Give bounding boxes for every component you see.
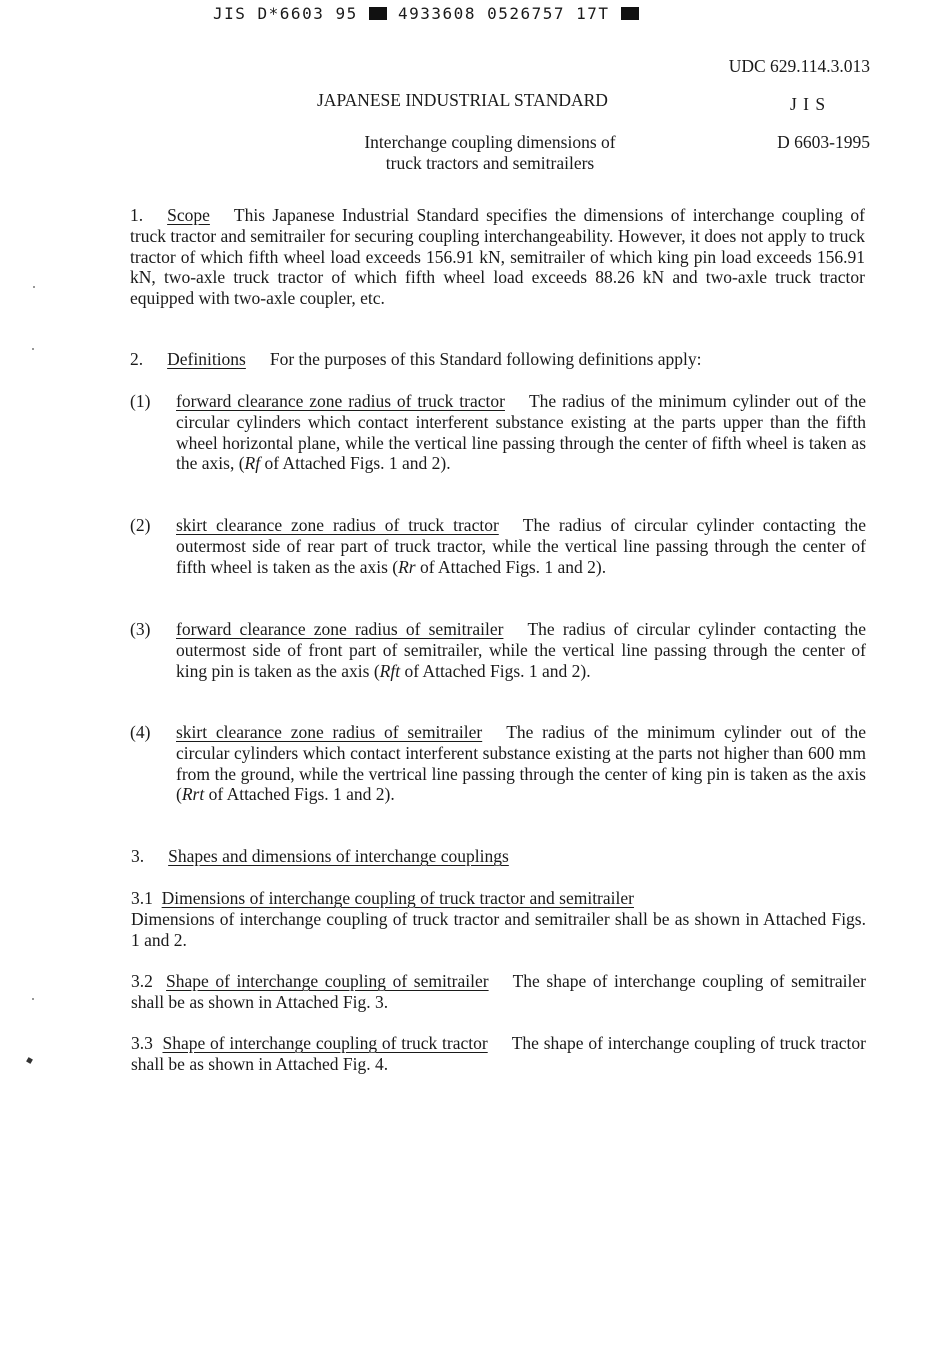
scan-speck <box>32 998 34 1000</box>
definition-item <box>130 619 866 681</box>
s31-heading: Dimensions of interchange coupling of truck tractor and semitrailer <box>161 888 634 908</box>
jis-mark: J I S <box>790 94 827 114</box>
title-line-1: Interchange coupling dimensions of <box>364 132 616 152</box>
scope-text: This Japanese Industrial Standard specifies the dimensions of interchange coupling of truck tractor and semitrailer for securing coupling interchangeability. However, it does not apply to truck tractor of which fifth wheel load exceeds 156.91 kN, semitrailer of which king pin load exceeds 156.91 kN, two-axle truck tractor of which fifth wheel load exceeds 88.26 kN and two-axle truck tractor equipped with two-axle coupler, etc. <box>130 205 865 309</box>
definition-symbol: Rft <box>379 660 401 681</box>
scan-speck <box>33 286 35 288</box>
section-3-1 <box>131 888 866 950</box>
document-title <box>290 132 690 174</box>
definition-number: (2) <box>130 515 151 535</box>
definition-text: The radius of circular cylinder contacting the outermost side of front part of semitrailer, while the vertical line passing through the center of king pin is taken as the axis ( <box>176 619 867 681</box>
definitions-heading: Definitions <box>167 349 246 369</box>
definition-text-end: of Attached Figs. 1 and 2). <box>204 784 395 805</box>
definition-term: skirt clearance zone radius of truck tractor <box>176 515 499 535</box>
definition-number: (4) <box>130 722 151 742</box>
definition-item <box>130 722 866 805</box>
definition-item <box>130 515 866 577</box>
definition-number: (3) <box>130 619 151 639</box>
redaction-block <box>369 7 387 20</box>
definition-text-end: of Attached Figs. 1 and 2). <box>400 660 591 681</box>
definition-symbol: Rrt <box>181 784 205 805</box>
definition-term: forward clearance zone radius of semitrailer <box>176 619 504 639</box>
s33-text: The shape of interchange coupling of truck tractor shall be as shown in Attached Fig. 4. <box>131 1033 867 1074</box>
definition-symbol: Rr <box>398 556 416 577</box>
s31-number: 3.1 <box>131 888 153 908</box>
standard-number: D 6603-1995 <box>777 132 870 152</box>
definition-text-end: of Attached Figs. 1 and 2). <box>415 556 607 577</box>
s32-number: 3.2 <box>131 971 153 991</box>
s31-text: Dimensions of interchange coupling of truck tractor and semitrailer shall be as shown in Attached Figs. 1 and 2. <box>131 908 866 950</box>
definition-term: forward clearance zone radius of truck tractor <box>176 391 505 411</box>
title-line-2: truck tractors and semitrailers <box>385 152 595 173</box>
definition-text-end: of Attached Figs. 1 and 2). <box>260 453 451 474</box>
s33-number: 3.3 <box>131 1033 153 1053</box>
header-code-part1: JIS D*6603 95 <box>213 4 358 23</box>
scan-speck <box>32 348 34 350</box>
header-code-part2: 4933608 0526757 17T <box>398 4 610 23</box>
definition-symbol: Rf <box>244 453 261 474</box>
definition-text: The radius of the minimum cylinder out of the circular cylinders which contact interferent substance existing at the parts upper than the fifth wheel horizontal plane, while the vertical line passing through the center of fifth wheel is taken as the axis, ( <box>176 391 866 474</box>
scope-heading: Scope <box>167 205 210 225</box>
s33-heading: Shape of interchange coupling of truck tractor <box>162 1033 488 1053</box>
shapes-number: 3. <box>131 846 145 866</box>
s32-text: The shape of interchange coupling of semitrailer shall be as shown in Attached Fig. 3. <box>131 971 866 1012</box>
definition-text: The radius of circular cylinder contacting the outermost side of rear part of truck tractor, while the vertical line passing through the center of fifth wheel is taken as the axis ( <box>176 515 866 577</box>
definition-number: (1) <box>130 391 151 411</box>
definitions-text: For the purposes of this Standard following definitions apply: <box>269 349 702 369</box>
definition-term: skirt clearance zone radius of semitrailer <box>176 722 483 742</box>
shapes-heading: Shapes and dimensions of interchange couplings <box>168 846 509 866</box>
udc-number: UDC 629.114.3.013 <box>728 56 870 76</box>
definition-text: The radius of the minimum cylinder out of the circular cylinders which contact interferent substance existing at the parts not higher than 600 mm from the ground, while the vertrical line passing through the center of king pin is taken as the axis ( <box>176 722 866 805</box>
org-title: JAPANESE INDUSTRIAL STANDARD <box>317 90 608 110</box>
scope-number: 1. <box>130 205 144 225</box>
section-shapes <box>131 846 866 867</box>
section-3-2 <box>131 971 866 1013</box>
redaction-block <box>621 7 639 20</box>
definition-item <box>130 391 866 474</box>
section-3-3 <box>131 1033 866 1075</box>
section-definitions <box>130 349 865 370</box>
section-scope <box>130 205 865 309</box>
header-code <box>213 4 639 25</box>
s32-heading: Shape of interchange coupling of semitrailer <box>166 971 489 991</box>
definitions-number: 2. <box>130 349 144 369</box>
scan-speck <box>26 1057 33 1064</box>
